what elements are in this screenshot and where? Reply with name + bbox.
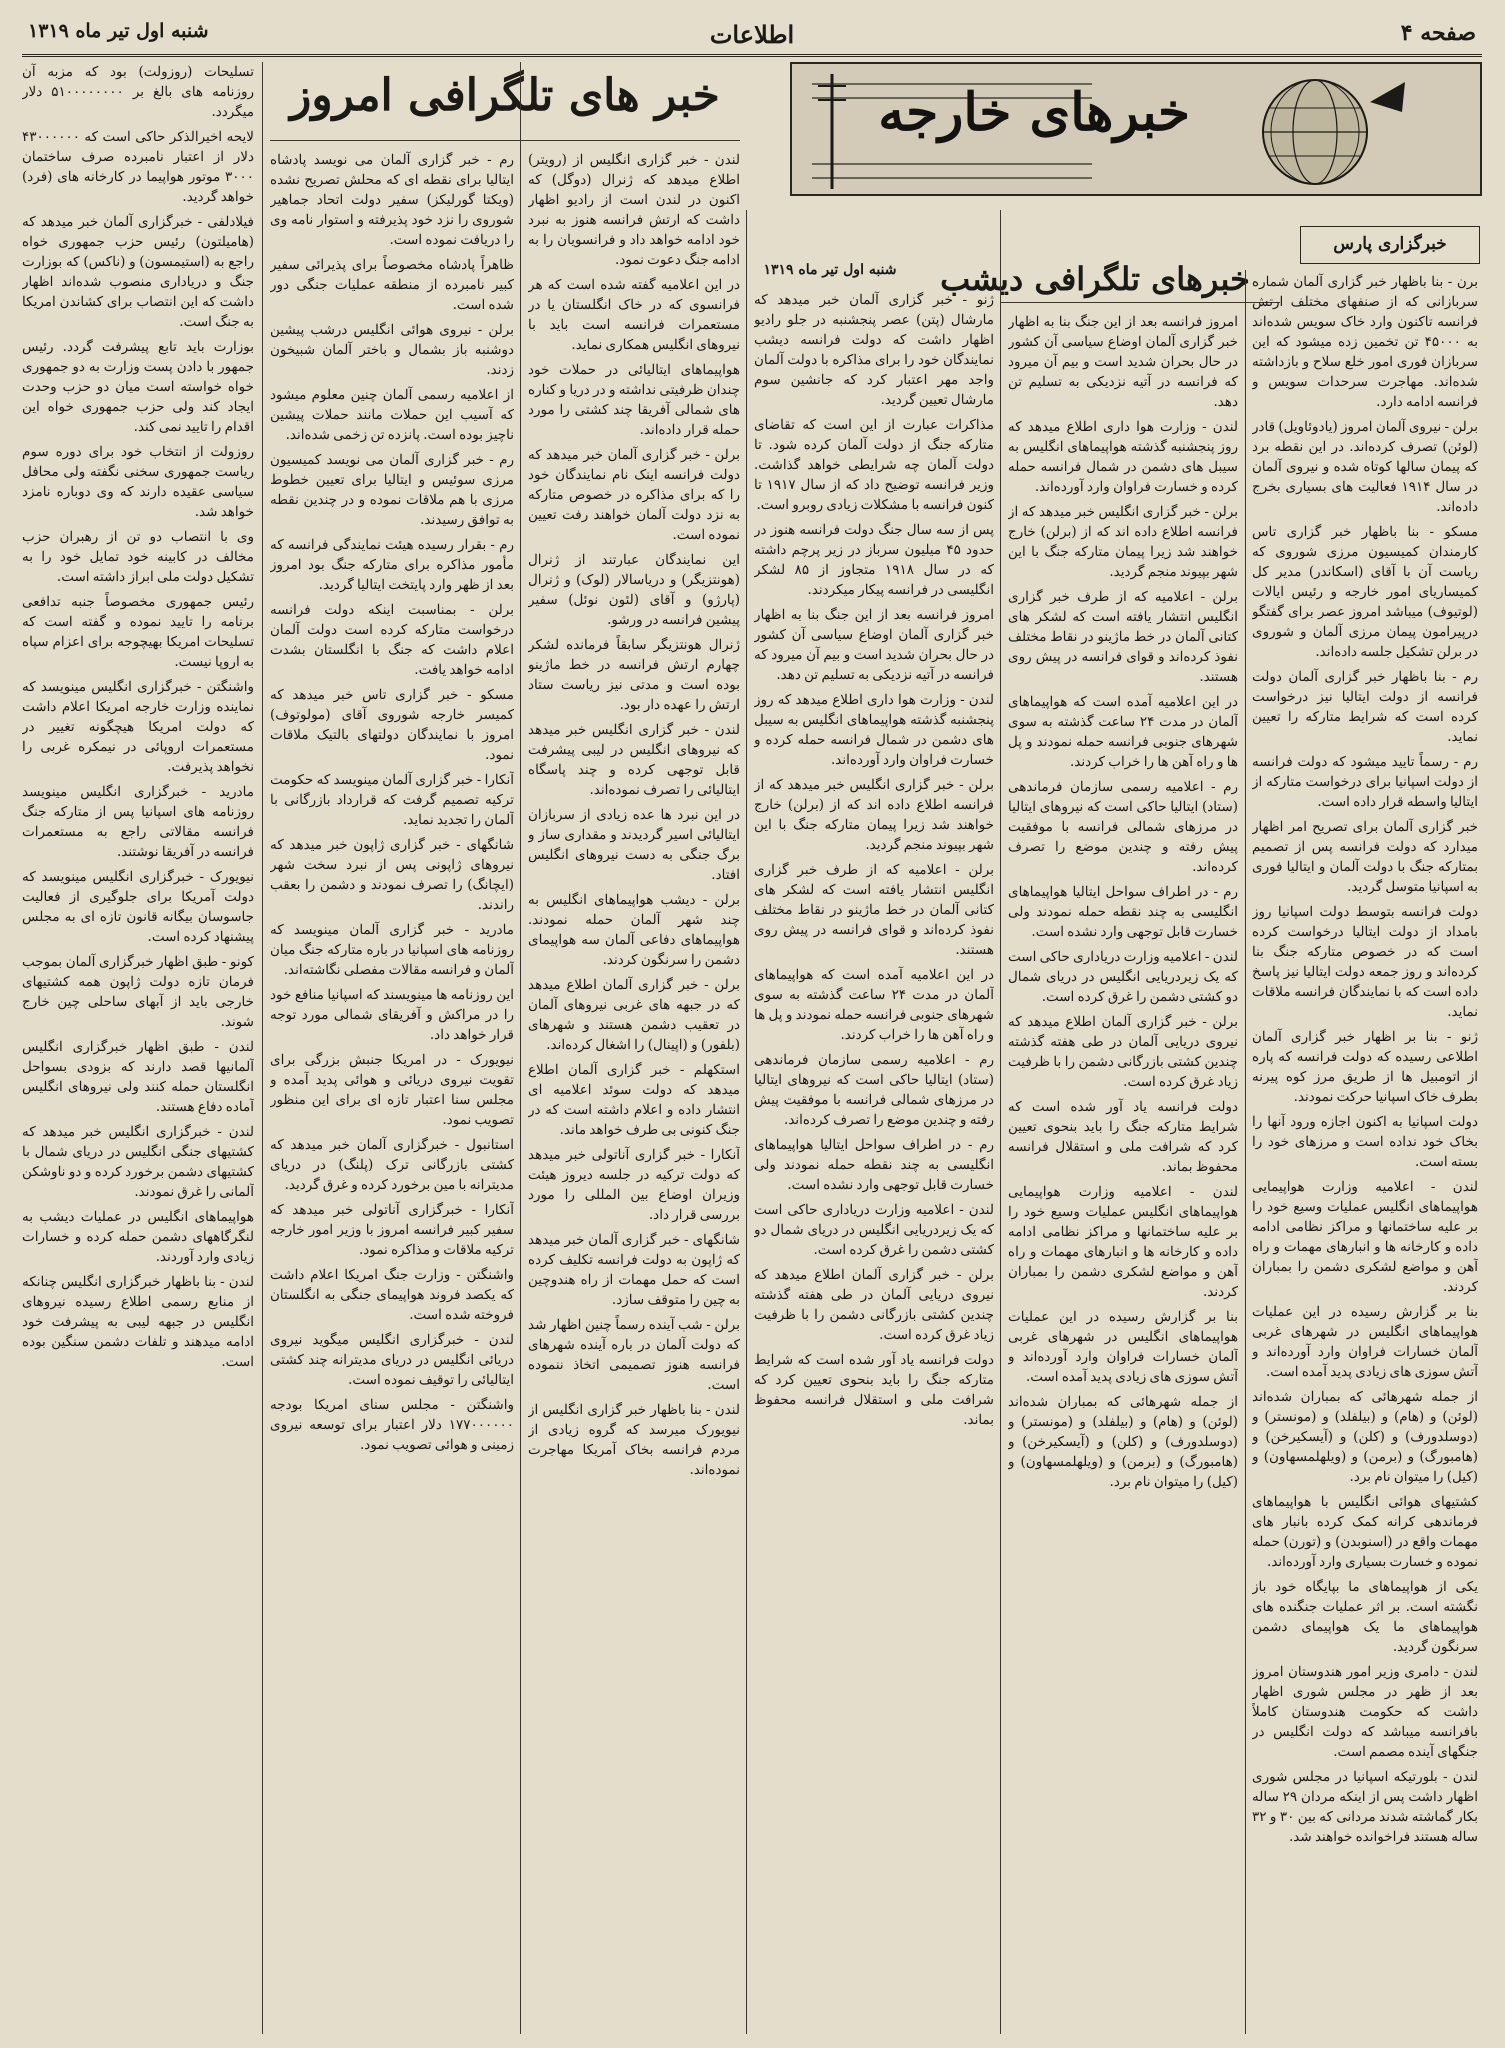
article-para: آنکارا - خبر گزاری آلمان مینویسد که حکومت ترکیه تصمیم گرفت که قرارداد بازرگانی با آلمان را تجدید نماید. — [270, 772, 514, 828]
article-para: دولت فرانسه یاد آور شده است که شرایط متارکه جنگ را باید بنحوی تعیین کرد که شرافت ملی و استقلال فرانسه محفوظ بماند. — [754, 1352, 994, 1428]
article-para: بنا بر گزارش رسیده در این عملیات هواپیماهای انگلیس در شهرهای غربی آلمان خسارات فراوان وارد آورده‌اند و آتش سوزی های زیادی پدید آمده است. — [1252, 1304, 1478, 1380]
article-para: از جمله شهرهائی که بمباران شده‌اند (لوئن) و (هام) و (بیلفلد) و (مونستر) و (دوسلدورف) و (کلن) و (آیسکیرخن) و (هامبورگ) و (برمن) و (ویلهلمسهاون) و (کیل) را میتوان نام برد. — [1008, 1394, 1238, 1490]
article-para: برلن - خبر گزاری انگلیس خبر میدهد که از فرانسه اطلاع داده اند که از (برلن) خارج خواهند شد زیرا پیمان متارکه جنگ با این شهر بپیوند منجم گردید. — [754, 777, 994, 853]
article-para: لندن - وزارت هوا داری اطلاع میدهد که روز پنجشنبه گذشته هواپیماهای انگلیس به سیبل های دشمن در شمال فرانسه حمله کرده و خسارت فراوان وارد آورده‌اند. — [1008, 419, 1238, 495]
article-para: ژنو - بنا بر اظهار خبر گزاری آلمان اطلاعی رسیده که دولت فرانسه که پاره از اتومبیل ها از طریق مرز کوه پیرنه بطرف خاک اسپانیا حرکت نمودند. — [1252, 1029, 1478, 1105]
column-1 — [1252, 272, 1478, 2032]
article-para: برلن - خبر گزاری آلمان اطلاع میدهد که نیروی دریایی آلمان در طی هفته گذشته چندین کشتی بازرگانی دشمن را با ظرفیت زیاد غرق کرده است. — [1008, 1014, 1238, 1090]
article-para: برن - بنا باظهار خبر گزاری آلمان شماره سربازانی که از صنفهای مختلف ارتش فرانسه تاکنون وارد خاک سویس شده‌اند به ۴۵۰۰۰ تن تخمین زده میشود که این سربازان فوری امور خلع سلاح و بازداشته شده‌اند. مهاجرت سرحدات سویس و فرانسه ادامه دارد. — [1252, 274, 1478, 410]
article-para: شانگهای - خبر گزاری ژاپون خبر میدهد که نیروهای ژاپونی پس از نبرد سخت شهر (ایچانگ) را تصرف نمودند و دشمن را بعقب راندند. — [270, 837, 514, 913]
section-banner — [790, 62, 1482, 196]
article-para: یکی از هواپیماهای ما بپایگاه خود باز نگشته است. بر اثر عملیات جنگنده های هواپیماهای ما یک هواپیمای دشمن سرنگون گردید. — [1252, 1579, 1478, 1655]
globe-icon — [1220, 72, 1410, 190]
article-para: واشنگتن - مجلس سنای امریکا بودجه ۱۷۷۰۰۰۰۰۰ دلار اعتبار برای توسعه نیروی زمینی و هوائی تصویب نمود. — [270, 1397, 514, 1453]
article-para: مسکو - بنا باظهار خبر گزاری تاس کارمندان کمیسیون مرزی شوروی که ریاست آن با آقای (اسکاندر) مدیر کل کمیساریای امور خارجه و رئیس ایالات (لوتیوف) میباشد امروز عصر برای گفتگو درپیرامون پیمان مرزی آلمان و شوروی در برلن تشکیل جلسه داده‌اند. — [1252, 524, 1478, 660]
agency-box: خبرگزاری پارس — [1300, 226, 1480, 264]
article-para: لندن - خبرگزاری انگلیس میگوید نیروی دریائی انگلیس در دریای مدیترانه چند کشتی ایتالیائی را توقیف نموده است. — [270, 1332, 514, 1388]
article-para: استکهلم - خبر گزاری آلمان اطلاع میدهد که دولت سوئد اعلامیه ای انتشار داده و اعلام داشته است که در جنگ کنونی بی طرف خواهد ماند. — [528, 1062, 740, 1138]
article-para: لندن - دامری وزیر امور هندوستان امروز بعد از ظهر در مجلس شوری اظهار داشت که حکومت هندوستان کاملاً بافرانسه میباشد که دولت انگلیس در جنگهای آینده مصمم است. — [1252, 1664, 1478, 1760]
telegraph-pole-icon — [818, 74, 846, 189]
article-para: نیویورک - در امریکا جنبش بزرگی برای تقویت نیروی دریائی و هوائی پدید آمده و مجلس سنا اعتبار تازه ای برای این منظور تصویب نمود. — [270, 1052, 514, 1128]
article-para: برلن - خبر گزاری انگلیس خبر میدهد که از فرانسه اطلاع داده اند که از (برلن) خارج خواهند شد زیرا پیمان متارکه جنگ با این شهر بپیوند منجم گردید. — [1008, 504, 1238, 580]
article-para: در این نبرد ها عده زیادی از سربازان ایتالیائی اسیر گردیدند و مقداری ساز و برگ جنگی به دست نیروهای انگلیس افتاد. — [528, 807, 740, 883]
article-para: رم - بقرار رسیده هیئت نمایندگی فرانسه که مأمور مذاکره برای متارکه جنگ بود امروز بعد از ظهر وارد پایتخت ایتالیا گردید. — [270, 537, 514, 593]
article-para: کونو - طبق اظهار خبرگزاری آلمان بموجب فرمان تازه دولت ژاپون همه کشتیهای خارجی باید از آبهای ساحلی چین خارج شوند. — [22, 954, 254, 1030]
article-para: هواپیماهای ایتالیائی در حملات خود چندان ظرفیتی نداشته و در دریا و کناره های شمالی آفریقا چند کشتی را مورد حمله قرار داده‌اند. — [528, 362, 740, 438]
article-para: امروز فرانسه بعد از این جنگ بنا به اظهار خبر گزاری آلمان اوضاع سیاسی آن کشور در حال بحران شدید است و بیم آن میرود که فرانسه در آتیه نزدیکی به تسلیم تن دهد. — [754, 607, 994, 683]
column-rule — [520, 62, 521, 2034]
article-para: رم - در اطراف سواحل ایتالیا هواپیماهای انگلیسی به چند نقطه حمله نمودند ولی خسارت قابل توجهی وارد نشده است. — [754, 1137, 994, 1193]
article-para: ژنرال هونتزیگر سابقاً فرمانده لشکر چهارم ارتش فرانسه در خط ماژینو بوده است و مدتی نیز ریاست ستاد ارتش را عهده دار بود. — [528, 637, 740, 713]
article-para: لندن - خبرگزاری انگلیس خبر میدهد که کشتیهای جنگی انگلیس در دریای شمال با کشتیهای دشمن برخورد کرده و دو ناوشکن آلمانی را غرق نمودند. — [22, 1124, 254, 1200]
article-para: شانگهای - خبر گزاری آلمان خبر میدهد که ژاپون به دولت فرانسه تکلیف کرده است که حمل مهمات از راه هندوچین به چین را متوقف سازد. — [528, 1232, 740, 1308]
article-para: لندن - اعلامیه وزارت دریاداری حاکی است که یک زیردریایی انگلیس در دریای شمال دو کشتی دشمن را غرق کرده است. — [1008, 949, 1238, 1005]
column-1b — [1008, 312, 1238, 2032]
article-para: در این اعلامیه آمده است که هواپیماهای آلمان در مدت ۲۴ ساعت گذشته به سوی شهرهای جنوبی فرانسه حمله نمودند و پل ها و راه آهن ها را خراب کردند. — [1008, 694, 1238, 770]
article-para: رم - اعلامیه رسمی سازمان فرماندهی (ستاد) ایتالیا حاکی است که نیروهای ایتالیا در مرزهای شمالی فرانسه با موفقیت پیش رفته و چندین موضع را تصرف کرده‌اند. — [754, 1052, 994, 1128]
column-2 — [754, 290, 994, 2032]
secondary-dateline: شنبه اول تیر ماه ۱۳۱۹ — [763, 262, 897, 278]
article-para: بوزارت باید تابع پیشرفت گردد. رئیس جمهور با دادن پست وزارت به دو جمهوری خواه خواسته است میان دو حزب وحدت ایجاد کند ولی حزب جمهوری خواه این اقدام را تایید نمی کند. — [22, 339, 254, 435]
column-3 — [528, 150, 740, 2032]
article-para: برلن - نیروی آلمان امروز (یادوئاویل) قادر (لوئن) تصرف کرده‌اند. در این نقطه برد که پیمان سالها کوتاه شده و نیروی آلمان در سال ۱۹۱۴ فعالیت های بسیاری بخرج داده‌اند. — [1252, 419, 1478, 515]
article-para: برلن - دیشب هواپیماهای انگلیس به چند شهر آلمان حمله نمودند. هواپیماهای دفاعی آلمان سه هواپیمای دشمن را سرنگون کردند. — [528, 892, 740, 968]
article-para: لندن - اعلامیه وزارت هواپیمایی هواپیماهای انگلیس عملیات وسیع خود را بر علیه ساختمانها و مراکز نظامی ادامه داده و کارخانه ها و انبارهای مهمات و راه آهن و مواضع لشکری دشمن را بمباران کردند. — [1008, 1184, 1238, 1300]
article-para: رم - اعلامیه رسمی سازمان فرماندهی (ستاد) ایتالیا حاکی است که نیروهای ایتالیا در مرزهای شمالی فرانسه با موفقیت پیش رفته و چندین موضع را تصرف کرده‌اند. — [1008, 779, 1238, 875]
page-number: صفحه ۴ — [1400, 20, 1476, 46]
article-para: این روزنامه ها مینویسند که اسپانیا منافع خود را در مراکش و آفریقای شمالی مورد توجه قرار خواهد داد. — [270, 987, 514, 1043]
column-rule — [1245, 270, 1246, 2034]
article-para: روزولت از انتخاب خود برای دوره سوم ریاست جمهوری سخنی نگفته ولی محافل سیاسی عقیده دارند که وی دوباره نامزد خواهد شد. — [22, 444, 254, 520]
article-para: لایحه اخیرالذکر حاکی است که ۴۳۰۰۰۰۰۰ دلار از اعتبار نامبرده صرف ساختمان ۳۰۰۰ موتور هواپیما در کارخانه های (فرد) خواهد گردید. — [22, 129, 254, 205]
column-rule — [1000, 210, 1001, 2034]
article-para: برلن - خبر گزاری آلمان اطلاع میدهد که در جبهه های غربی نیروهای آلمان در تعقیب دشمن هستند و شهرهای (بلفور) و (اپینال) را اشغال کرده‌اند. — [528, 977, 740, 1053]
article-para: رم - خبر گزاری آلمان می نویسد کمیسیون مرزی سوئیس و ایتالیا برای تعیین خطوط مرزی با هم ملاقات نموده و در چندین نقطه به توافق رسیدند. — [270, 452, 514, 528]
article-para: استانبول - خبرگزاری آلمان خبر میدهد که کشتی بازرگانی ترک (پلنگ) در دریای مدیترانه با مین برخورد کرده و غرق گردید. — [270, 1137, 514, 1193]
article-para: هواپیماهای انگلیس در عملیات دیشب به لنگرگاههای دشمن حمله کرده و خسارات زیادی وارد آوردند. — [22, 1209, 254, 1265]
article-para: ژنو - خبر گزاری آلمان خبر میدهد که مارشال (پتن) عصر پنجشنبه در جلو رادیو اظهار داشت که دولت فرانسه دیشب نمایندگان خود را برای مذاکره با دولت آلمان واجد مهر اعتبار کرد که جانشین سوم مارشال تعیین گردید. — [754, 292, 994, 408]
article-para: لندن - بنا باظهار خبر گزاری انگلیس از نیویورک میرسد که گروه زیادی از مردم فرانسه بخاک آمریکا مهاجرت نموده‌اند. — [528, 1402, 740, 1478]
article-para: از جمله شهرهائی که بمباران شده‌اند (لوئن) و (هام) و (بیلفلد) و (مونستر) و (دوسلدورف) و (کلن) و (آیسکیرخن) و (هامبورگ) و (برمن) و (ویلهلمسهاون) و (کیل) را میتوان نام برد. — [1252, 1389, 1478, 1485]
column-4 — [270, 150, 514, 2032]
article-para: واشنگتن - خبرگزاری انگلیس مینویسد که نماینده وزارت خارجه امریکا اعلام داشت که دولت امریکا هیچگونه تغییر در مستعمرات اروپائی در نیمکره غربی را نخواهد پذیرفت. — [22, 679, 254, 775]
article-para: برلن - شب آینده رسماً چنین اظهار شد که دولت آلمان در باره آینده شهرهای فرانسه هنوز تصمیمی اتخاذ ننموده است. — [528, 1317, 740, 1393]
running-head — [22, 14, 1482, 57]
article-para: مسکو - خبر گزاری تاس خبر میدهد که کمیسر خارجه شوروی آقای (مولوتوف) امروز با نمایندگان دولتهای بالتیک ملاقات نمود. — [270, 687, 514, 763]
article-para: فیلادلفی - خبرگزاری آلمان خبر میدهد که (هامیلتون) رئیس حزب جمهوری خواه راجع به (استیمسون) و (ناکس) که بوزارت جنگ و دریاداری منصوب شده‌اند اظهار داشت که این انتصاب برای کشاندن امریکا به جنگ است. — [22, 214, 254, 330]
article-para: لندن - خبر گزاری انگلیس از (رویتر) اطلاع میدهد که ژنرال (دوگل) که اکنون در لندن است از رادیو اظهار داشت که ارتش فرانسه هنوز به نبرد خود ادامه خواهد داد و فرانسویان را به ادامه جنگ دعوت نمود. — [528, 152, 740, 268]
article-para: برلن - اعلامیه که از طرف خبر گزاری انگلیس انتشار یافته است که لشکر های کتانی آلمان در خط ماژینو در نقاط مختلف نفوذ کرده‌اند و قوای فرانسه در پیش روی هستند. — [1008, 589, 1238, 685]
article-para: بنا بر گزارش رسیده در این عملیات هواپیماهای انگلیس در شهرهای غربی آلمان خسارات فراوان وارد آورده‌اند و آتش سوزی های زیادی پدید آمده است. — [1008, 1309, 1238, 1385]
article-para: آنکارا - خبر گزاری آناتولی خبر میدهد که دولت ترکیه در جلسه دیروز هیئت وزیران اوضاع بین المللی را مورد بررسی قرار داد. — [528, 1147, 740, 1223]
article-para: لندن - طبق اظهار خبرگزاری انگلیس آلمانیها قصد دارند که بزودی بسواحل انگلستان حمله کنند ولی نیروهای انگلیس آماده دفاع هستند. — [22, 1039, 254, 1115]
article-para: رئیس جمهوری مخصوصاً جنبه تدافعی برنامه را تایید نموده و گفته است که تسلیحات امریکا بهیچوجه برای اعزام سپاه به اروپا نیست. — [22, 594, 254, 670]
article-para: کشتیهای هوائی انگلیس با هواپیماهای فرماندهی کرانه کمک کرده بانبار های مهمات واقع در (اسنوبدن) و (تورن) حمله نموده و خسارت بسیاری وارد آورده‌اند. — [1252, 1494, 1478, 1570]
article-para: لندن - اعلامیه وزارت دریاداری حاکی است که یک زیردریایی انگلیس در دریای شمال دو کشتی دشمن را غرق کرده است. — [754, 1202, 994, 1258]
headline-rule — [1000, 302, 1280, 303]
article-para: در این اعلامیه آمده است که هواپیماهای آلمان در مدت ۲۴ ساعت گذشته به سوی شهرهای جنوبی فرانسه حمله نمودند و پل ها و راه آهن ها را خراب کردند. — [754, 967, 994, 1043]
article-para: از اعلامیه رسمی آلمان چنین معلوم میشود که آسیب این حملات مانند حملات پیشین ناچیز بوده است. پانزده تن زخمی شده‌اند. — [270, 387, 514, 443]
article-para: لندن - خبر گزاری انگلیس خبر میدهد که نیروهای انگلیس در لیبی پیشرفت قابل توجهی کرده و چند پاسگاه ایتالیائی را تصرف نموده‌اند. — [528, 722, 740, 798]
article-para: برلن - بمناسبت اینکه دولت فرانسه درخواست متارکه کرده است دولت آلمان اعلام داشت که جنگ با انگلستان بشدت ادامه خواهد یافت. — [270, 602, 514, 678]
article-para: رم - خبر گزاری آلمان می نویسد پادشاه ایتالیا برای نقطه ای که محلش تصریح نشده (ویکتا گورلیکز) سفیر دولت اتحاد جماهیر شوروی را نزد خود پذیرفته و استوار نامه وی را دریافت نموده است. — [270, 152, 514, 248]
issue-date: شنبه اول تیر ماه ۱۳۱۹ — [28, 20, 209, 42]
article-para: امروز فرانسه بعد از این جنگ بنا به اظهار خبر گزاری آلمان اوضاع سیاسی آن کشور در حال بحران شدید است و بیم آن میرود که فرانسه در آتیه نزدیکی به تسلیم تن دهد. — [1008, 314, 1238, 410]
column-5 — [22, 62, 254, 2032]
article-para: لندن - اعلامیه وزارت هواپیمایی هواپیماهای انگلیس عملیات وسیع خود را بر علیه ساختمانها و مراکز نظامی ادامه داده و کارخانه ها و انبارهای مهمات و راه آهن و مواضع لشکری دشمن را بمباران کردند. — [1252, 1179, 1478, 1295]
article-para: واشنگتن - وزارت جنگ امریکا اعلام داشت که یکصد فروند هواپیمای جنگی به انگلستان فروخته شده است. — [270, 1267, 514, 1323]
column-rule — [262, 62, 263, 2034]
article-para: برلن - اعلامیه که از طرف خبر گزاری انگلیس انتشار یافته است که لشکر های کتانی آلمان در خط ماژینو در نقاط مختلف نفوذ کرده‌اند و قوای فرانسه در پیش روی هستند. — [754, 862, 994, 958]
article-para: رم - رسماً تایید میشود که دولت فرانسه از دولت اسپانیا برای درخواست متارکه از ایتالیا واسطه قرار داده است. — [1252, 754, 1478, 810]
article-para: لندن - بلورتیکه اسپانیا در مجلس شوری اظهار داشت پس از اینکه مردان ۲۹ ساله بکار گماشته شدند مردانی که بین ۳۰ و ۳۲ ساله هستند فراخوانده خواهند شد. — [1252, 1769, 1478, 1845]
article-para: رم - در اطراف سواحل ایتالیا هواپیماهای انگلیسی به چند نقطه حمله نمودند ولی خسارت قابل توجهی وارد نشده است. — [1008, 884, 1238, 940]
article-para: دولت اسپانیا به اکنون اجازه ورود آنها را بخاک خود نداده است و مرزهای خود را بسته است. — [1252, 1114, 1478, 1170]
article-para: دولت فرانسه یاد آور شده است که شرایط متارکه جنگ را باید بنحوی تعیین کرد که شرافت ملی و استقلال فرانسه محفوظ بماند. — [1008, 1099, 1238, 1175]
article-para: پس از سه سال جنگ دولت فرانسه هنوز در حدود ۴۵ میلیون سرباز در زیر پرچم داشته که در سال ۱۹۱۸ متجاوز از ۸۵ لشکر انگلیسی در فرانسه پیکار میکردند. — [754, 522, 994, 598]
article-para: این نمایندگان عبارتند از ژنرال (هونتزیگر) و دریاسالار (لوک) و ژنرال (پارژو) و آقای (لئون نوئل) سفیر پیشین فرانسه در ورشو. — [528, 552, 740, 628]
article-para: لندن - وزارت هوا داری اطلاع میدهد که روز پنجشنبه گذشته هواپیماهای انگلیس به سیبل های دشمن در شمال فرانسه حمله کرده و خسارت فراوان وارد آورده‌اند. — [754, 692, 994, 768]
paper-name: اطلاعات — [709, 20, 795, 49]
secondary-headline: خبرهای تلگرافی دیشب — [940, 260, 1250, 298]
banner-title: خبرهای خارجه — [878, 82, 1190, 143]
article-para: وی با انتصاب دو تن از رهبران حزب مخالف در کابینه خود تمایل خود را به تشکیل دولت ملی ابراز داشته است. — [22, 529, 254, 585]
article-para: رم - بنا باظهار خبر گزاری آلمان دولت فرانسه از دولت ایتالیا نیز درخواست کرده است که شرایط متارکه را تعیین نماید. — [1252, 669, 1478, 745]
main-headline: خبر های تلگرافی امروز — [290, 70, 720, 121]
article-para: مذاکرات عبارت از این است که تقاضای متارکه جنگ از دولت آلمان کرده شود. تا دولت آلمان چه شرایطی خواهد گذاشت. وزیر فرانسه توضیح داد که از سال ۱۹۱۷ تا کنون فرانسه با مشکلات زیادی روبرو است. — [754, 417, 994, 513]
article-para: نیویورک - خبرگزاری انگلیس مینویسد که دولت آمریکا برای جلوگیری از فعالیت جاسوسان بیگانه قانون تازه ای به مجلس پیشنهاد کرده است. — [22, 869, 254, 945]
article-para: مادرید - خبرگزاری انگلیس مینویسد روزنامه های اسپانیا پس از متارکه جنگ فرانسه مقالاتی راجع به مستعمرات فرانسه در آفریقا نوشتند. — [22, 784, 254, 860]
article-para: لندن - بنا باظهار خبرگزاری انگلیس چنانکه از منابع رسمی اطلاع رسیده نیروهای انگلیس در جبهه لیبی به پیشرفت خود ادامه میدهند و تلفات دشمن سنگین بوده است. — [22, 1274, 254, 1370]
article-para: تسلیحات (روزولت) بود که مزبه آن روزنامه های بالغ بر ۵۱۰۰۰۰۰۰۰۰ دلار میگردد. — [22, 64, 254, 120]
article-para: دولت فرانسه بتوسط دولت اسپانیا روز بامداد از دولت ایتالیا درخواست کرده است که در خصوص متارکه جنگ بنا کرده‌اند و روز جمعه دولت ایتالیا نیز پاسخ داده است که با نمایندگان فرانسه ملاقات نماید. — [1252, 904, 1478, 1020]
article-para: آنکارا - خبرگزاری آناتولی خبر میدهد که سفیر کبیر فرانسه امروز با وزیر امور خارجه ترکیه ملاقات و مذاکره نمود. — [270, 1202, 514, 1258]
article-para: برلن - خبر گزاری آلمان اطلاع میدهد که نیروی دریایی آلمان در طی هفته گذشته چندین کشتی بازرگانی دشمن را با ظرفیت زیاد غرق کرده است. — [754, 1267, 994, 1343]
column-rule — [746, 210, 747, 2034]
article-para: مادرید - خبر گزاری آلمان مینویسد که روزنامه های اسپانیا در باره متارکه جنگ میان آلمان و فرانسه مقالات مفصلی نگاشته‌اند. — [270, 922, 514, 978]
headline-rule — [270, 140, 740, 141]
article-para: برلن - نیروی هوائی انگلیس درشب پیشین دوشنبه باز بشمال و باختر آلمان شبیخون زدند. — [270, 322, 514, 378]
article-para: برلن - خبر گزاری آلمان خبر میدهد که دولت فرانسه اینک نام نمایندگان خود را که برای مذاکره در خصوص متارکه به نزد دولت آلمان خواهند رفت تعیین نموده است. — [528, 447, 740, 543]
article-para: خبر گزاری آلمان برای تصریح امر اظهار میدارد که دولت فرانسه پس از تصمیم بمتارکه جنگ با دولت آلمان و ایتالیا فوری به اسپانیا متوسل گردید. — [1252, 819, 1478, 895]
article-para: ظاهراً پادشاه مخصوصاً برای پذیرائی سفیر کبیر نامبرده از منطقه عملیات جنگی دور شده است. — [270, 257, 514, 313]
article-para: در این اعلامیه گفته شده است که هر فرانسوی که در خاک انگلستان یا در مستعمرات فرانسه است باید با نیروهای انگلیس همکاری نماید. — [528, 277, 740, 353]
